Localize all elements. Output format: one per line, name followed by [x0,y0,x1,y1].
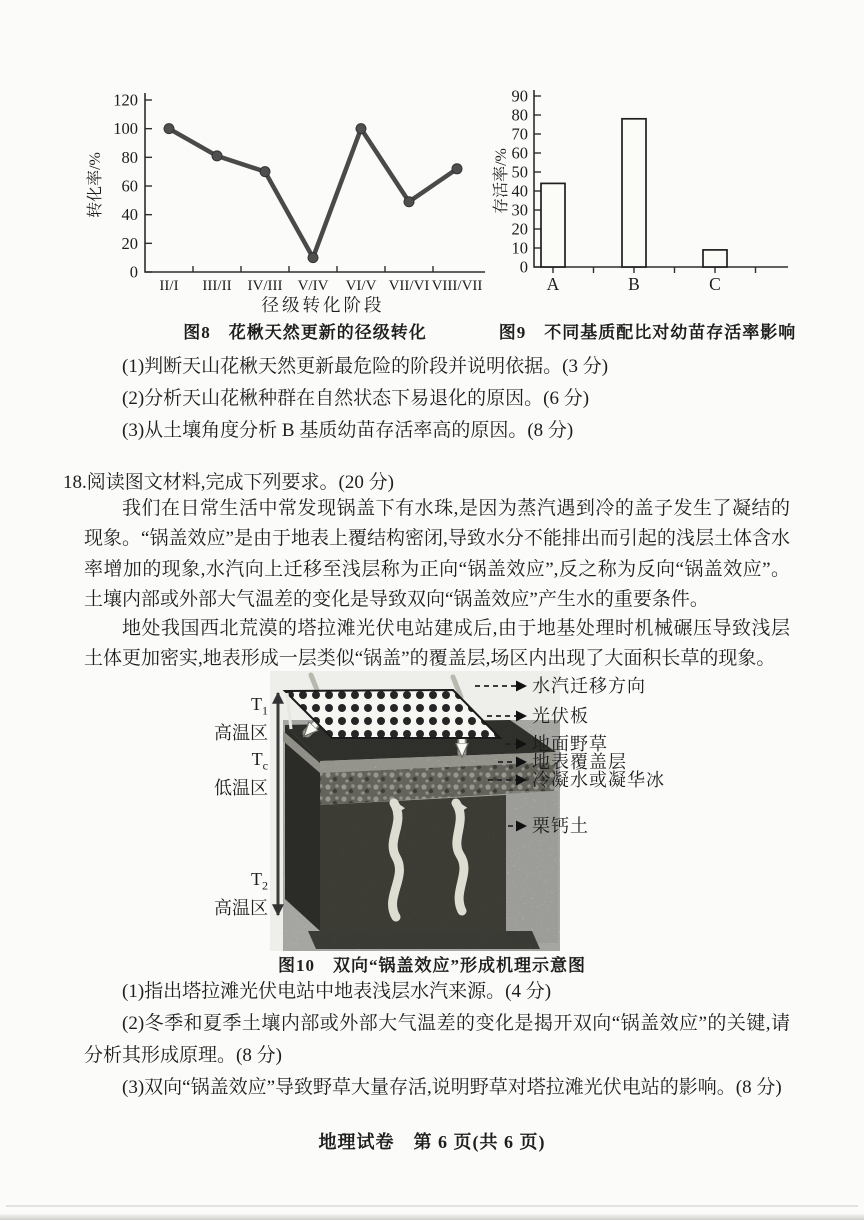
label-cover-layer: 地表覆盖层 [532,752,627,772]
x-category-label: VIII/VII [431,278,483,294]
question18-header: 18.阅读图文材料,完成下列要求。(20 分) [63,472,394,493]
figure10-diagram [180,663,760,955]
page-footer: 地理试卷 第 6 页(共 6 页) [318,1132,546,1152]
fig9-caption: 图9 不同基质配比对幼苗存活率影响 [498,323,797,342]
temp-symbol-t2: $T_2$ [251,869,268,893]
temp-zone-t1 [188,693,268,744]
data-point [452,164,462,174]
x-category-label: B [628,274,640,294]
question18-paragraph-1: 我们在日常生活中常发现锅盖下有水珠,是因为蒸汽遇到冷的盖子发生了凝结的现象。“锅盖效应”是由于地表上覆结构密闭,导致水分不能排出而引起的浅层土体含水率增加的现象,水汽向上迁移至浅层称为正向“锅盖效应”,反之称为反向“锅盖效应”。土壤内部或外部大气温差的变化是导致双向“锅盖效应”产生水的重要条件。 [84,498,790,611]
bar [541,183,565,267]
scan-bottom-edge [0,1214,864,1220]
y-tick-label: 40 [511,181,528,201]
label-chestnut-soil: 栗钙土 [532,816,589,836]
data-point [308,253,318,263]
data-point [356,124,366,134]
question17-item-2: (2)分析天山花楸种群在自然状态下易退化的原因。(6 分) [122,388,590,409]
y-tick-label: 0 [129,262,138,282]
fig10-caption: 图10 双向“锅盖效应”形成机理示意图 [278,956,586,975]
y-tick-label: 60 [121,176,138,196]
data-point [164,124,174,134]
label-pv-panel: 光伏板 [532,706,589,726]
label-ground-weeds: 地面野草 [532,734,608,754]
temp-zone-t2-name: 高温区 [214,897,268,918]
y-tick-label: 20 [121,233,138,253]
x-category-label: A [546,274,560,294]
temp-symbol-t1: $T_1$ [251,694,268,718]
vapour-rise-arrow-right [456,803,464,911]
bar [703,250,727,267]
y-tick-label: 20 [511,219,528,239]
temp-zone-t1-name: 高温区 [214,722,268,743]
x-category-label: VI/V [345,278,377,294]
x-category-label: II/I [159,278,179,294]
data-point [260,167,270,177]
y-tick-label: 70 [511,124,528,144]
x-axis-title: 径级转化阶段 [261,295,385,315]
data-point [404,197,414,207]
y-tick-label: 120 [113,90,138,110]
y-tick-label: 10 [511,238,528,258]
axes [534,90,788,267]
label-condensate: 冷凝水或凝华冰 [532,770,665,790]
question17-item-3: (3)从土壤角度分析 B 基质幼苗存活率高的原因。(8 分) [122,420,574,441]
y-tick-label: 90 [511,86,528,106]
data-point [212,151,222,161]
question18-item-1: (1)指出塔拉滩光伏电站中地表浅层水汽来源。(4 分) [122,981,552,1002]
y-tick-label: 0 [519,257,528,277]
y-tick-label: 40 [121,205,138,225]
y-tick-label: 100 [113,119,138,139]
scan-artifact-line [6,1205,858,1207]
label-vapour-direction: 水汽迁移方向 [532,676,646,696]
question18-item-2: (2)冬季和夏季土壤内部或外部大气温差的变化是揭开双向“锅盖效应”的关键,请分析其形成原理。(8 分) [84,1013,790,1066]
x-category-label: III/II [202,278,232,294]
question17-items [84,351,794,447]
temp-zone-tc [188,748,268,799]
y-tick-label: 80 [121,147,138,167]
bar-chart-fig9 [492,85,812,333]
temp-zone-tc-name: 低温区 [214,777,268,798]
scan-grain-texture [283,720,560,951]
question18-items [84,976,790,1104]
bar [622,119,646,267]
x-category-label: VII/VI [388,278,430,294]
question17-item-1: (1)判断天山花楸天然更新最危险的阶段并说明依据。(3 分) [122,356,609,377]
y-axis-title: 存活率/% [493,148,510,214]
y-tick-label: 80 [511,105,528,125]
y-tick-label: 60 [511,143,528,163]
line-chart-fig8 [83,85,493,333]
fig8-caption: 图8 花楸天然更新的径级转化 [183,323,427,342]
data-line [169,129,457,258]
question18-item-3: (3)双向“锅盖效应”导致野草大量存活,说明野草对塔拉滩光伏电站的影响。(8 分) [122,1077,782,1098]
x-category-label: IV/III [247,278,283,294]
question18-paragraph-2: 地处我国西北荒漠的塔拉滩光伏电站建成后,由于地基处理时机械碾压导致浅层土体更加密实,地表形成一层类似“锅盖”的覆盖层,场区内出现了大面积长草的现象。 [84,618,790,670]
x-category-label: C [709,274,721,294]
temp-zone-t2 [188,868,268,919]
temp-symbol-tc: $T_c$ [251,749,268,773]
y-tick-label: 30 [511,200,528,220]
y-tick-label: 50 [511,162,528,182]
y-axis-title: 转化率/% [87,152,104,218]
x-category-label: V/IV [297,278,329,294]
